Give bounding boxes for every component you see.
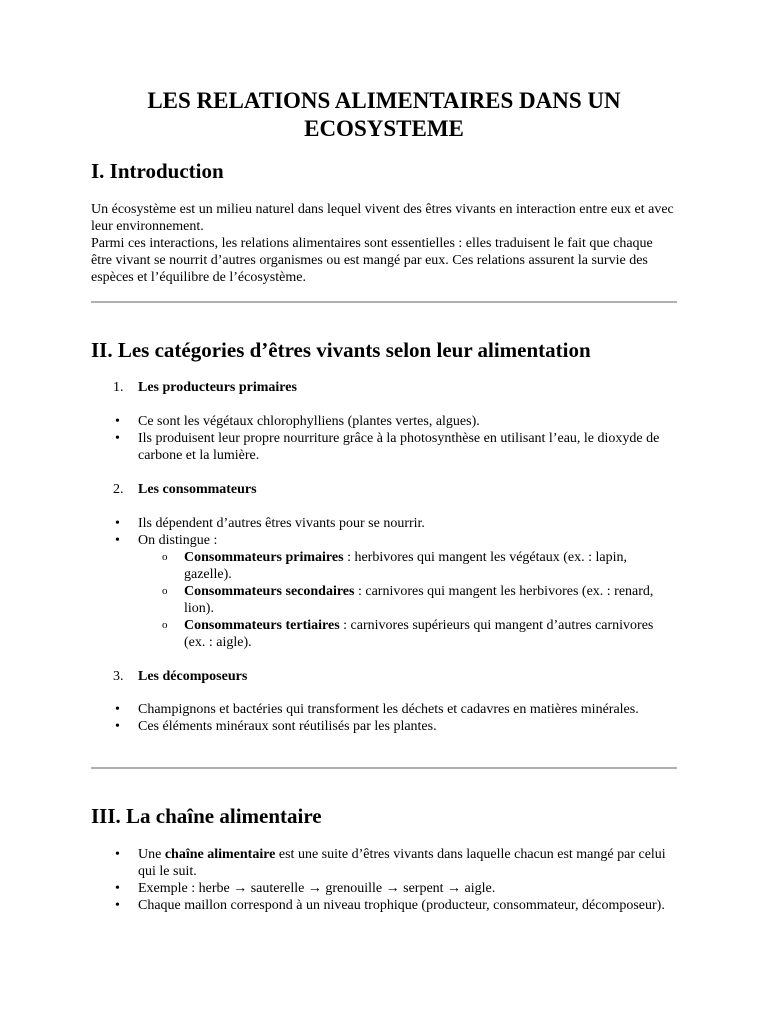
numbered-item-producers — [113, 379, 297, 396]
item-number: 2. — [113, 482, 124, 497]
list-item: • Champignons et bactéries qui transforment les déchets et cadavres en matières minérales. — [91, 701, 677, 718]
list-item — [91, 846, 677, 880]
list-item-text: Une — [138, 847, 165, 862]
consumers-bullet-list — [91, 515, 677, 651]
food-chain-bullet-list — [91, 846, 677, 914]
intro-paragraph-2: Parmi ces interactions, les relations alimentaires sont essentielles : elles traduisent le fait que chaque être vivant se nourrit d’autres organismes ou est mangé par eux. Ces relations assurent la survie des espèces et l’équilibre de l’écosystème. — [91, 236, 653, 285]
item-number: 3. — [113, 669, 124, 684]
sublist-term: Consommateurs tertiaires — [184, 618, 340, 633]
decomposers-bullet-list — [91, 701, 677, 735]
section-heading-food-chain: III. La chaîne alimentaire — [91, 804, 322, 828]
section-heading-categories: II. Les catégories d’êtres vivants selon leur alimentation — [91, 338, 591, 362]
sublist-item — [138, 549, 677, 583]
sublist-text: : carnivores qui mangent les herbivores (ex. : renard, lion). — [184, 584, 654, 616]
item-title: Les consommateurs — [138, 482, 257, 497]
sublist-text: : carnivores supérieurs qui mangent d’autres carnivores (ex. : aigle). — [184, 618, 654, 650]
list-item: • Ce sont les végétaux chlorophylliens (plantes vertes, algues). — [91, 413, 677, 430]
intro-paragraph-1: Un écosystème est un milieu naturel dans lequel vivent des êtres vivants en interaction entre eux et avec leur environnement. — [91, 202, 674, 234]
section-heading-introduction: I. Introduction — [91, 159, 224, 183]
list-item — [91, 532, 677, 651]
sublist-term: Consommateurs primaires — [184, 550, 344, 565]
producers-bullet-list — [91, 413, 677, 464]
horizontal-divider — [91, 767, 677, 769]
sublist-item — [138, 583, 677, 617]
list-item: • Ces éléments minéraux sont réutilisés par les plantes. — [91, 718, 677, 735]
horizontal-divider — [91, 301, 677, 303]
list-item: • Exemple : herbe → sauterelle → grenouille → serpent → aigle. — [91, 880, 677, 897]
list-item: • Ils dépendent d’autres êtres vivants pour se nourrir. — [91, 515, 677, 532]
sublist-item — [138, 617, 677, 651]
list-item-term: chaîne alimentaire — [164, 847, 276, 862]
sublist-term: Consommateurs secondaires — [184, 584, 355, 599]
list-item-text: est une suite d’êtres vivants dans laquelle chacun est mangé par celui qui le suit. — [138, 847, 666, 879]
list-item: • Ils produisent leur propre nourriture grâce à la photosynthèse en utilisant l’eau, le dioxyde de carbone et la lumière. — [91, 430, 677, 464]
consumer-types-sublist — [138, 549, 677, 651]
document-title: LES RELATIONS ALIMENTAIRES DANS UN ECOSYSTEME — [147, 88, 621, 141]
item-title: Les décomposeurs — [138, 669, 248, 684]
item-title: Les producteurs primaires — [138, 380, 297, 395]
sublist-text: : herbivores qui mangent les végétaux (ex. : lapin, gazelle). — [184, 550, 627, 582]
item-number: 1. — [113, 380, 124, 395]
list-item: • Chaque maillon correspond à un niveau trophique (producteur, consommateur, décomposeur). — [91, 897, 677, 914]
list-item-text: On distingue : — [138, 533, 218, 548]
numbered-item-consumers — [113, 481, 257, 498]
numbered-item-decomposers — [113, 668, 247, 685]
